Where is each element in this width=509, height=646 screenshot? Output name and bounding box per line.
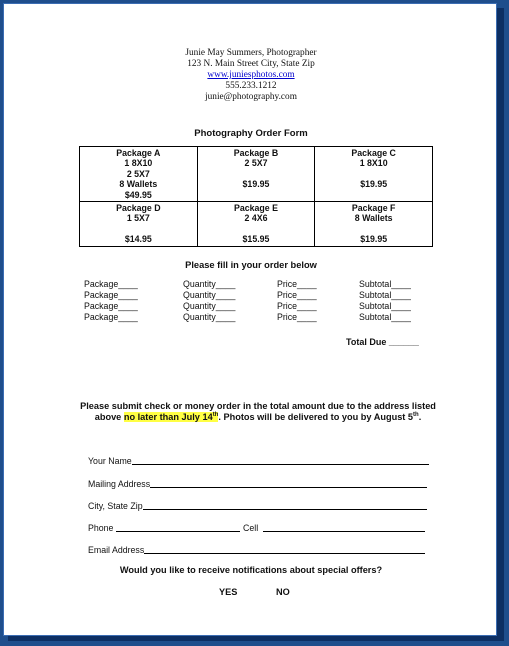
mailing-address-row[interactable]	[88, 477, 433, 489]
period-text: .	[418, 412, 422, 423]
no-option[interactable]: NO	[276, 587, 290, 597]
ordinal-suffix: th	[413, 412, 419, 419]
package-name: Package F	[351, 203, 396, 214]
package-field[interactable]: Package____	[84, 301, 138, 311]
street-address: 123 N. Main Street City, State Zip	[187, 59, 315, 69]
package-item: 2 5X7	[244, 158, 268, 169]
price-field[interactable]: Price____	[277, 279, 317, 289]
order-row[interactable]	[84, 312, 444, 323]
package-item: 1 5X7	[126, 213, 150, 224]
your-name-row[interactable]	[88, 454, 433, 466]
document-page	[3, 3, 497, 636]
quantity-field[interactable]: Quantity____	[183, 312, 236, 322]
price-field[interactable]: Price____	[277, 301, 317, 311]
total-due-field[interactable]: Total Due ______	[346, 337, 419, 347]
package-item: 8 Wallets	[354, 213, 393, 224]
subtotal-field[interactable]: Subtotal____	[359, 312, 411, 322]
package-cell	[315, 202, 433, 247]
email-row[interactable]	[88, 543, 433, 555]
photographer-name: Junie May Summers, Photographer	[185, 48, 317, 58]
order-row[interactable]	[84, 279, 444, 290]
deadline-highlight	[124, 412, 219, 422]
website-link-row	[4, 70, 498, 81]
quantity-field[interactable]: Quantity____	[183, 290, 236, 300]
mailing-address-label: Mailing Address	[88, 479, 151, 489]
cell-line[interactable]	[263, 531, 425, 532]
package-cell	[315, 147, 433, 202]
city-state-zip-row[interactable]	[88, 499, 433, 511]
ordinal-suffix: th	[212, 412, 219, 419]
submit-instructions	[78, 401, 438, 423]
package-name: Package B	[233, 148, 279, 158]
package-table	[79, 146, 433, 247]
package-field[interactable]: Package____	[84, 290, 138, 300]
package-cell	[197, 147, 315, 202]
quantity-field[interactable]: Quantity____	[183, 301, 236, 311]
your-name-line[interactable]	[88, 464, 429, 465]
deadline-text: no later than July 14	[123, 412, 213, 423]
notifications-question: Would you like to receive notifications about special offers?	[119, 565, 383, 575]
your-name-label: Your Name	[88, 456, 132, 466]
package-name: Package D	[116, 203, 161, 214]
website-link[interactable]: www.juniesphotos.com	[207, 70, 295, 80]
delivery-text: . Photos will be delivered to you by August 5	[218, 412, 414, 423]
email-address: junie@photography.com	[205, 92, 297, 102]
form-title: Photography Order Form	[194, 128, 308, 139]
package-cell	[80, 202, 198, 247]
package-price: $15.95	[242, 234, 270, 245]
phone-label: Phone	[88, 523, 114, 533]
package-cell	[197, 202, 315, 247]
phone-cell-row[interactable]	[88, 521, 433, 533]
subtotal-field[interactable]: Subtotal____	[359, 279, 411, 289]
package-item: 2 4X6	[244, 213, 268, 224]
fill-instruction: Please fill in your order below	[185, 260, 317, 270]
package-name: Package A	[116, 148, 161, 158]
package-item: 1 8X10	[124, 158, 153, 169]
package-item: 2 5X7	[126, 168, 150, 179]
package-price: $19.95	[360, 179, 388, 190]
package-price: $19.95	[360, 234, 388, 245]
price-field[interactable]: Price____	[277, 290, 317, 300]
order-row[interactable]	[84, 301, 444, 312]
package-field[interactable]: Package____	[84, 279, 138, 289]
package-cell	[80, 147, 198, 202]
package-price: $49.95	[124, 189, 152, 200]
quantity-field[interactable]: Quantity____	[183, 279, 236, 289]
phone-line[interactable]	[116, 531, 240, 532]
package-item: 8 Wallets	[119, 179, 158, 190]
phone-number: 555.233.1212	[225, 81, 277, 91]
package-name: Package E	[233, 203, 278, 214]
yes-option[interactable]: YES	[219, 587, 238, 597]
subtotal-field[interactable]: Subtotal____	[359, 301, 411, 311]
city-state-zip-label: City, State Zip	[88, 501, 143, 511]
email-address-label: Email Address	[88, 545, 145, 555]
submit-text: Please submit check or money order in the total amount due to the address listed above	[80, 401, 436, 423]
package-price: $19.95	[242, 179, 270, 190]
package-price: $14.95	[124, 234, 152, 245]
cell-label: Cell	[243, 523, 259, 533]
order-row[interactable]	[84, 290, 444, 301]
package-field[interactable]: Package____	[84, 312, 138, 322]
package-item: 1 8X10	[359, 158, 388, 169]
package-name: Package C	[351, 148, 396, 158]
price-field[interactable]: Price____	[277, 312, 317, 322]
subtotal-field[interactable]: Subtotal____	[359, 290, 411, 300]
